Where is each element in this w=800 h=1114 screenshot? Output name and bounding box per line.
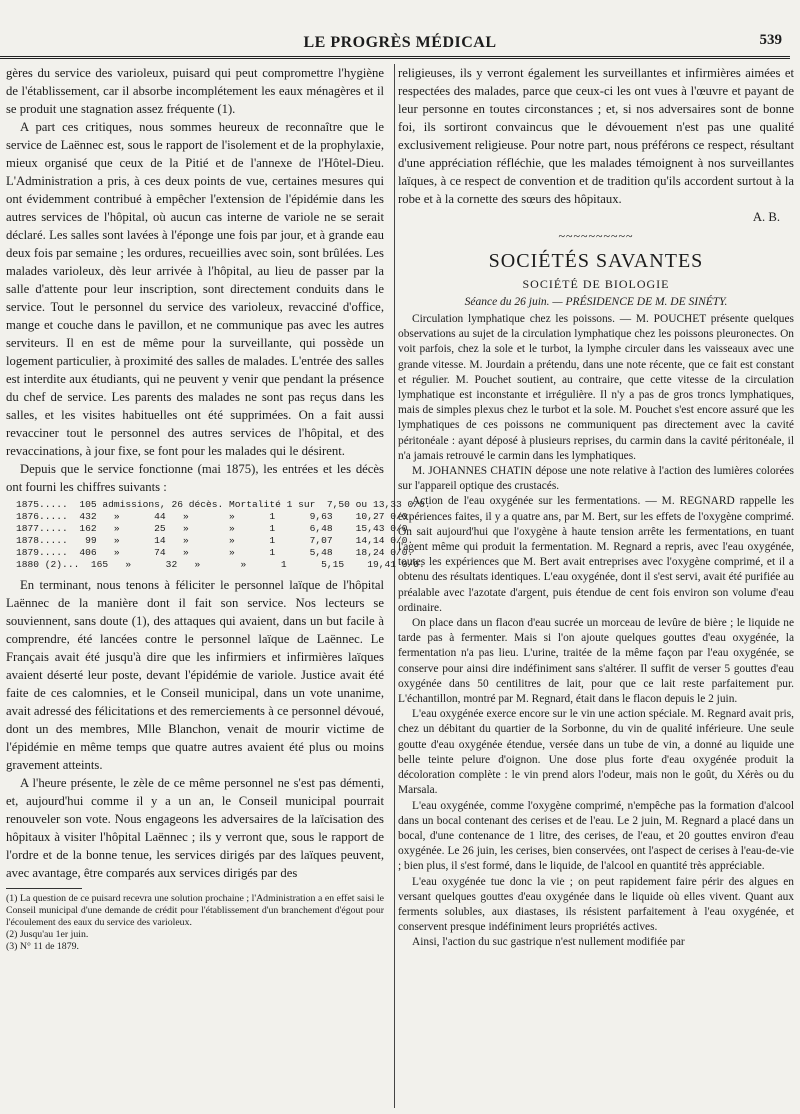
table-row: 1876..... 432 » 44 » » 1 9,63 10,27 0/0. (16, 511, 414, 522)
section-ornament: ~~~~~~~~~~ (558, 229, 634, 243)
seance-line: Séance du 26 juin. — PRÉSIDENCE DE M. DE SINÉTY. (464, 296, 728, 308)
paragraph: gères du service des varioleux, puisard qui peut compromettre l'hygiène de l'établissement, car il absorbe incomplétement les eaux ménagères et il se produit une stagnation assez fréquente (1). (6, 66, 384, 116)
paragraph: L'eau oxygénée tue donc la vie ; on peut rapidement faire périr des algues en versant quelques gouttes d'eau oxygénée dans le liquide où elles vivent. Quant aux ferments solubles, aux diastases, ils résistent parfaitement à l'eau oxygénée, et conservent presque indéfiniment leurs propriétés actives. (398, 875, 794, 934)
page-header (0, 30, 800, 58)
paragraph: religieuses, ils y verront également les surveillantes et infirmières aimées et respectées des malades, parce que ceux-ci les ont vues à l'œuvre et payant de leur personne en toutes circonstances ; et, si nos adversaires sont de bonne foi, ils sortiront convaincus que le dévouement n'est pas une qualité exclusivement religieuse. Pour notre part, nous préférons ce respect, résultant d'une appréciation réfléchie, que les malades témoignent à nos surveillantes laïques, à ce respect de convention et de tradition qu'ils accordent surtout à la robe et à la cornette des sœurs des hôpitaux. (398, 66, 794, 206)
left-article-body (6, 64, 431, 882)
column-divider (394, 64, 395, 1108)
right-column (398, 64, 794, 951)
paragraph: M. JOHANNES CHATIN dépose une note relative à l'action des lumières colorées sur l'appareil optique des crustacés. (398, 465, 794, 493)
paragraph: L'eau oxygénée, comme l'oxygène comprimé, n'empêche pas la formation d'alcool dans un bocal contenant des cerises et de l'eau. Le 2 juin, M. Regnard a placé dans un bocal, d'une contenance de 1 litre, des cerises, de l'eau, et 20 gouttes environ d'eau oxygénée. Le 26 juin, les cerises, bien conservées, ont l'aspect de cerises à l'eau-de-vie ; bien plus, il s'est formé, dans le liquide, de l'alcool en quantité très appréciable. (398, 799, 794, 873)
paragraph: Action de l'eau oxygénée sur les fermentations. — M. REGNARD rappelle les expériences faites, il y a quatre ans, par M. Bert, sur les effets de l'oxygène comprimé. On sait aujourd'hui que l'oxygène à haute tension arrête les fermentations, en tuant l'agent même qui produit la fermentation. M. Regnard a repris, avec l'eau oxygénée, toutes les expériences que M. Bert avait entreprises avec l'oxygène comprimé, et il a obtenu des résultats identiques. L'eau oxygénée, dont il s'est servi, avait été purifiée au préalable avec l'azotate d'argent, puis étendue de cent fois environ son volume d'eau ordinaire. (398, 495, 794, 614)
paragraph: A l'heure présente, le zèle de ce même personnel ne s'est pas démenti, et, aujourd'hui comme il y a un an, le Conseil municipal pourrait renouveler son vote. Nous engageons les adversaires de la laïcisation des hôpitaux à visiter l'hôpital Laënnec ; ils y verront que, sous le rapport de l'ordre et de la bonne tenue, les services dirigés par des laïques peuvent, avec avantage, être comparés aux services dirigés par des (6, 776, 384, 880)
left-column (6, 64, 431, 953)
page-number: 539 (759, 32, 782, 48)
footnotes (6, 888, 384, 953)
paragraph: Circulation lymphatique chez les poissons. — M. POUCHET présente quelques observations au sujet de la circulation lymphatique chez les poissons pleuronectes. On voit parfois, chez la sole et le turbot, la lymphe circuler dans les vaisseaux avec une grande vitesse. M. Jourdain a prétendu, dans une note récente, que ce fait est constant et régulier. M. Pouchet soutient, au contraire, que cette vitesse de la circulation lymphatique est inconstante et irrégulière. Il n'y a pas de gros troncs lymphatiques, mais de simples plexus chez le turbot et la sole. M. Pouchet s'est encore assuré que les lymphatiques de ces poissons ne communiquent pas directement avec la cavité péritonéale : ayant déposé à plusieurs reprises, du carmin dans la cavité péritonéale, il n'a jamais retrouvé le carmin dans les lymphatiques. (398, 313, 794, 462)
society-report-body (398, 312, 794, 951)
table-row: 1879..... 406 » 74 » » 1 5,48 18,24 0/0. (16, 547, 414, 558)
paragraph: En terminant, nous tenons à féliciter le personnel laïque de l'hôpital Laënnec de la manière dont il fait son service. Nos lecteurs se souviennent, sans doute (1), des attaques qui avaient, dans un but facile à comprendre, été lancées contre le personnel laïque de Laënnec. Le Français avait été jusqu'à dire que les infirmiers et infirmières laïques avaient déserté leur poste, devant l'épidémie de variole. Justice avait été faite de ces calomnies, et le Conseil municipal, dans un vote unanime, avait adressé des félicitations et des remerciements à ce personnel dévoué, dont un des membres, Mlle Blanchon, venait de mourir victime de l'épidémie en même temps que quatre autres avaient été plus ou moins gravement atteints. (6, 578, 384, 772)
footnote: (2) Jusqu'au 1er juin. (6, 929, 89, 940)
subsection-title: SOCIÉTÉ DE BIOLOGIE (522, 277, 670, 291)
journal-title: LE PROGRÈS MÉDICAL (303, 34, 497, 51)
table-row: 1877..... 162 » 25 » » 1 6,48 15,43 0/0. (16, 523, 414, 534)
table-row: 1875..... 105 admissions, 26 décès. Mortalité 1 sur 7,50 ou 13,33 0/0. (16, 499, 431, 510)
statistics-table (16, 499, 431, 571)
table-row: 1880 (2)... 165 » 32 » » 1 5,15 19,41 0/0. (16, 559, 425, 570)
paragraph: A part ces critiques, nous sommes heureux de reconnaître que le service de Laënnec est, sous le rapport de l'isolement et de la prophylaxie, mieux organisé que ceux de la Pitié et de l'annexe de l'Hôtel-Dieu. L'Administration a pris, à ces deux points de vue, certaines mesures qui ont évidemment contribué à empêcher l'extension de l'épidémie dans les autres services de l'hôpital, où aucun cas interne de variole ne se serait déclaré. Les salles sont lavées à l'éponge une fois par jour, et à grande eau deux fois par semaine ; les ordures, recueillies avec soin, sont brûlées. Les malades varioleux, dès leur arrivée à l'hôpital, au lieu de passer par la salle d'attente pour leur inscription, sont directement conduits dans le service. Tout le personnel du service des varioleux, revacciné d'office, mange et couche dans le pavillon, et ne communique pas avec les autres serviteurs. Il en est de même pour la surveillante, qui possède un logement particulier, à proximité des salles de malades. L'entrée des salles est interdite aux étudiants, qui ne peuvent y venir que pendant la présence du chef de service. Les parents des malades ne sont pas reçus dans les salles, et les visites habituelles ont été supprimées. On a fait aussi revacciner tout le personnel des autres services de l'hôpital, et des revaccinations, à jour fixe, se font pour les malades qui le désirent. (6, 120, 384, 458)
paragraph: Ainsi, l'action du suc gastrique n'est nullement modifiée par (412, 936, 685, 949)
section-title: SOCIÉTÉS SAVANTES (488, 250, 704, 272)
paragraph: On place dans un flacon d'eau sucrée un morceau de levûre de bière ; le liquide ne tarde pas à fermenter. Mais si l'on ajoute quelques gouttes d'eau oxygénée, la fermentation n'a pas lieu. L'urine, traitée de la même façon par l'eau oxygénée, se conserve pour ainsi dire indéfiniment sans s'altérer. Il suffit de verser 5 gouttes d'eau oxygénée dans 50 centilitres de lait, pour que ce lait reste parfaitement pur. L'échantillon, montré par M. Regnard, était dans le flacon depuis le 2 juin. (398, 617, 794, 706)
author-signature: A. B. (752, 210, 780, 224)
header-rule (0, 56, 790, 59)
footnote-rule (6, 888, 82, 889)
footnote: (1) La question de ce puisard recevra une solution prochaine ; l'Administration a en effet saisi le Conseil municipal d'une demande de crédit pour l'établissement d'un branchement d'égout pour l'écoulement des eaux du service des varioleux. (6, 893, 384, 928)
table-row: 1878..... 99 » 14 » » 1 7,07 14,14 0/0. (16, 535, 414, 546)
footnote: (3) N° 11 de 1879. (6, 941, 79, 952)
paragraph: L'eau oxygénée exerce encore sur le vin une action spéciale. M. Regnard avait pris, chez un débitant du quartier de la Sorbonne, du vin de qualité inférieure. Une seule goutte d'eau oxygénée étendue, versée dans un tube de vin, a donné au liquide une belle teinte pelure d'oignon. Une dose plus forte d'eau oxygénée produit la décoloration complète : le vin prend alors l'odeur, mais non le goût, du Xérès ou du Marsala. (398, 708, 794, 797)
paragraph: Depuis que le service fonctionne (mai 1875), les entrées et les décès ont fourni les chiffres suivants : (6, 462, 384, 494)
article-continuation (398, 64, 794, 208)
